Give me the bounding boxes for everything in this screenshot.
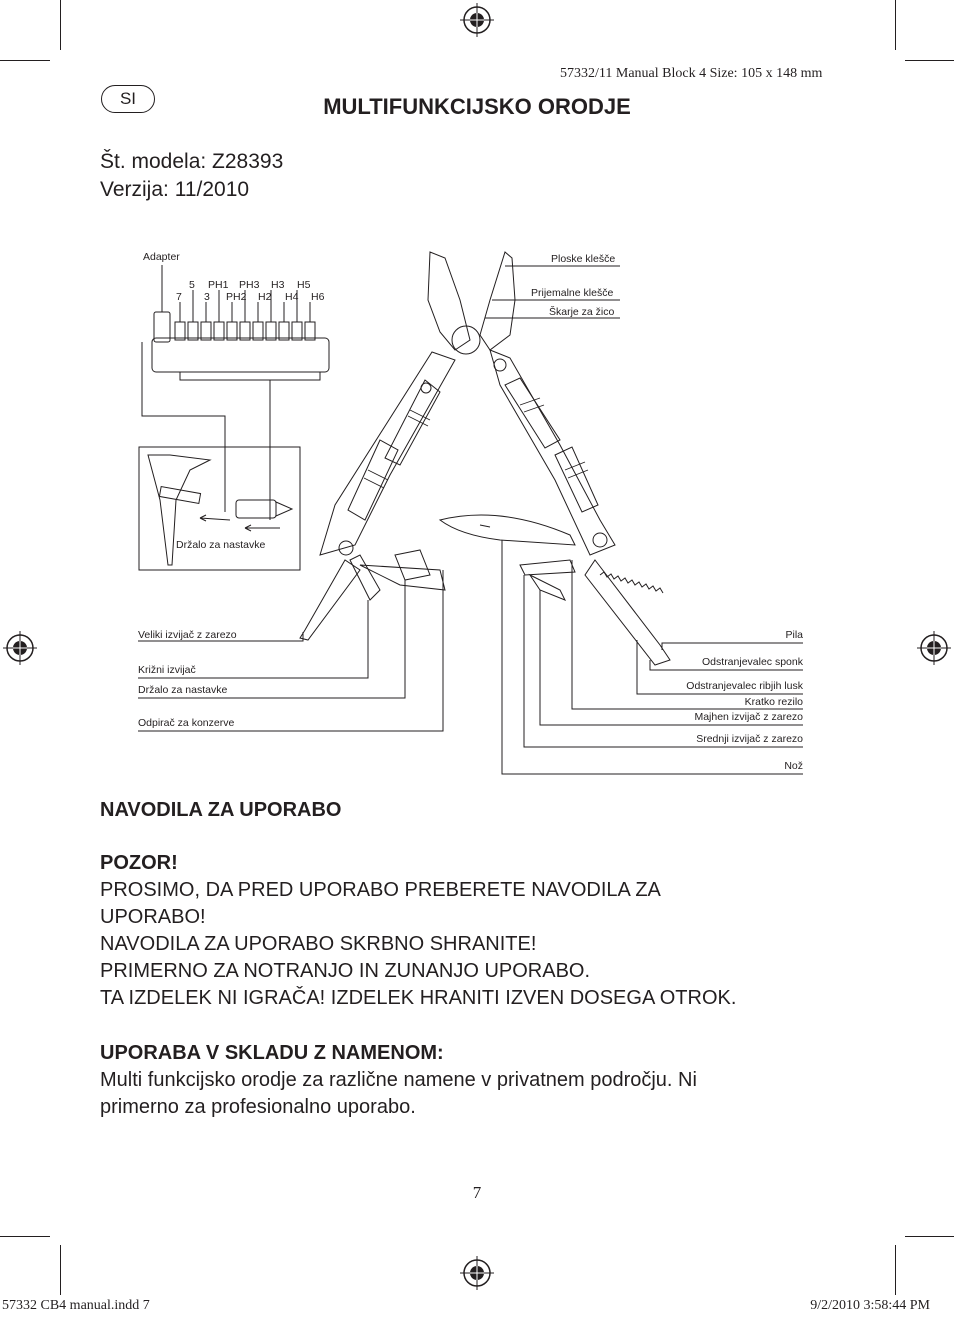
bit-label: PH1 (208, 279, 229, 291)
bit-label: H3 (271, 279, 285, 291)
print-job-info: 57332/11 Manual Block 4 Size: 105 x 148 mm (560, 66, 823, 81)
model-number: Št. modela: Z28393 (100, 150, 284, 173)
tool-label: Veliki izvijač z zarezo (138, 629, 237, 641)
warning-line: UPORABO! (100, 906, 206, 928)
multitool-diagram (0, 240, 954, 785)
bit-label: PH3 (239, 279, 260, 291)
intended-use-line: primerno za profesionalno uporabo. (100, 1096, 416, 1118)
tool-label: Nož (784, 760, 803, 772)
warning-line: NAVODILA ZA UPORABO SKRBNO SHRANITE! (100, 933, 537, 955)
bit-label: 5 (189, 279, 195, 291)
tool-label: Odstranjevalec sponk (702, 656, 803, 668)
bit-label: H2 (258, 291, 272, 303)
bit-label: 7 (176, 291, 182, 303)
bit-label: PH2 (226, 291, 247, 303)
tool-label: Odpirač za konzerve (138, 717, 235, 729)
tool-label: Pila (785, 629, 803, 641)
warning-line: PROSIMO, DA PRED UPORABO PREBERETE NAVODILA ZA (100, 879, 661, 901)
inset-label: Držalo za nastavke (176, 539, 266, 551)
crop-mark (60, 0, 61, 50)
tool-label: Ploske klešče (551, 253, 616, 265)
tool-label: Kratko rezilo (744, 696, 803, 708)
footer-timestamp: 9/2/2010 3:58:44 PM (810, 1298, 930, 1313)
version-text: Verzija: 11/2010 (100, 178, 250, 201)
instructions-heading: NAVODILA ZA UPORABO (100, 799, 342, 821)
adapter-label: Adapter (143, 251, 180, 263)
registration-mark-icon (459, 2, 495, 38)
bit-label: H4 (285, 291, 299, 303)
tool-label: Križni izvijač (138, 664, 196, 676)
bit-label: H5 (297, 279, 311, 291)
page-title: MULTIFUNKCIJSKO ORODJE (323, 94, 631, 119)
warning-line: TA IZDELEK NI IGRAČA! IZDELEK HRANITI IZVEN DOSEGA OTROK. (100, 987, 737, 1009)
crop-mark (905, 60, 954, 61)
bit-label: H6 (311, 291, 325, 303)
page-number: 7 (472, 1183, 482, 1202)
tool-label: Majhen izvijač z zarezo (694, 711, 803, 723)
language-badge: SI (101, 85, 155, 113)
intended-use-heading: UPORABA V SKLADU Z NAMENOM: (100, 1042, 444, 1064)
registration-mark-icon (459, 1255, 495, 1291)
crop-mark (895, 0, 896, 50)
crop-mark (905, 1236, 954, 1237)
tool-label: Srednji izvijač z zarezo (696, 733, 803, 745)
crop-mark (0, 1236, 50, 1237)
warning-heading: POZOR! (100, 852, 178, 874)
warning-line: PRIMERNO ZA NOTRANJO IN ZUNANJO UPORABO. (100, 960, 591, 982)
crop-mark (0, 60, 50, 61)
tool-label: Odstranjevalec ribjih lusk (686, 680, 803, 692)
crop-mark (895, 1245, 896, 1295)
tool-label: Držalo za nastavke (138, 684, 228, 696)
intended-use-line: Multi funkcijsko orodje za različne namene v privatnem področju. Ni (100, 1069, 697, 1091)
tool-label: Škarje za žico (549, 306, 615, 318)
footer-file-name: 57332 CB4 manual.indd 7 (2, 1298, 150, 1313)
tool-label: Prijemalne klešče (531, 287, 614, 299)
bit-label: 3 (204, 291, 210, 303)
crop-mark (60, 1245, 61, 1295)
